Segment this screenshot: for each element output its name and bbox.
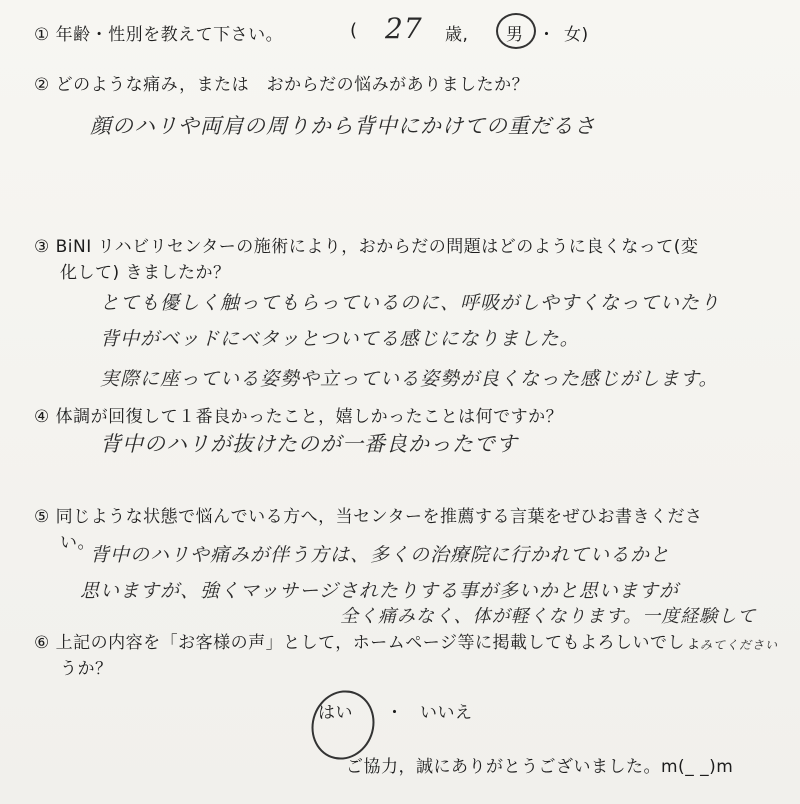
q3-answer-line2: 背中がベッドにベタッとついてる感じになりました。 — [100, 328, 580, 350]
q6-label-line1: ⑥ 上記の内容を「お客様の声」として，ホームページ等に掲載してもよろしいでしょ — [34, 633, 703, 653]
consent-separator: ・ — [386, 703, 404, 723]
gender-female: 女) — [564, 25, 589, 45]
q6-label-line2: うか？ — [60, 659, 113, 679]
closing-message: ご協力，誠にありがとうございました。m(_ _)m — [346, 757, 734, 777]
q4-label: ④ 体調が回復して１番良かったこと，嬉しかったことは何ですか？ — [34, 407, 564, 427]
q1-open-paren: ( — [350, 20, 358, 41]
q3-answer-line3: 実際に座っている姿勢や立っている姿勢が良くなった感じがします。 — [100, 368, 719, 390]
consent-yes: はい — [318, 703, 353, 723]
male-selected-circle — [496, 13, 536, 49]
gender-male: 男 — [506, 25, 524, 45]
q3-label-line2: 化して) きましたか？ — [60, 263, 231, 283]
q4-answer: 背中のハリが抜けたのが一番良かったです — [100, 432, 518, 456]
q5-answer-line1: 背中のハリや痛みが伴う方は、多くの治療院に行かれているかと — [90, 544, 671, 566]
q5-answer-line3-tail: みてください — [700, 638, 779, 652]
q5-label-line2: い。 — [60, 533, 95, 553]
q3-label-line1: ③ BiNI リハビリセンターの施術により，おからだの問題はどのように良くなって(変 — [34, 237, 699, 257]
age-answer: 27 — [385, 12, 423, 45]
gender-separator: ・ — [538, 25, 556, 45]
q3-answer-line1: とても優しく触ってもらっているのに、呼吸がしやすくなっていたり — [100, 292, 721, 314]
age-unit: 歳, — [445, 25, 469, 45]
q5-answer-line2: 思いますが、強くマッサージされたりする事が多いかと思いますが — [80, 580, 679, 602]
consent-no: いいえ — [420, 703, 473, 723]
q2-label: ② どのような痛み，または おからだの悩みがありましたか？ — [34, 75, 530, 95]
q5-answer-line3: 全く痛みなく、体が軽くなります。一度経験して — [340, 606, 757, 627]
q5-label-line1: ⑤ 同じような状態で悩んでいる方へ，当センターを推薦する言葉をぜひお書きくださ — [34, 507, 703, 527]
q1-label: ① 年齢・性別を教えて下さい。 — [34, 25, 284, 45]
q2-answer: 顔のハリや両肩の周りから背中にかけての重だるさ — [90, 114, 596, 138]
